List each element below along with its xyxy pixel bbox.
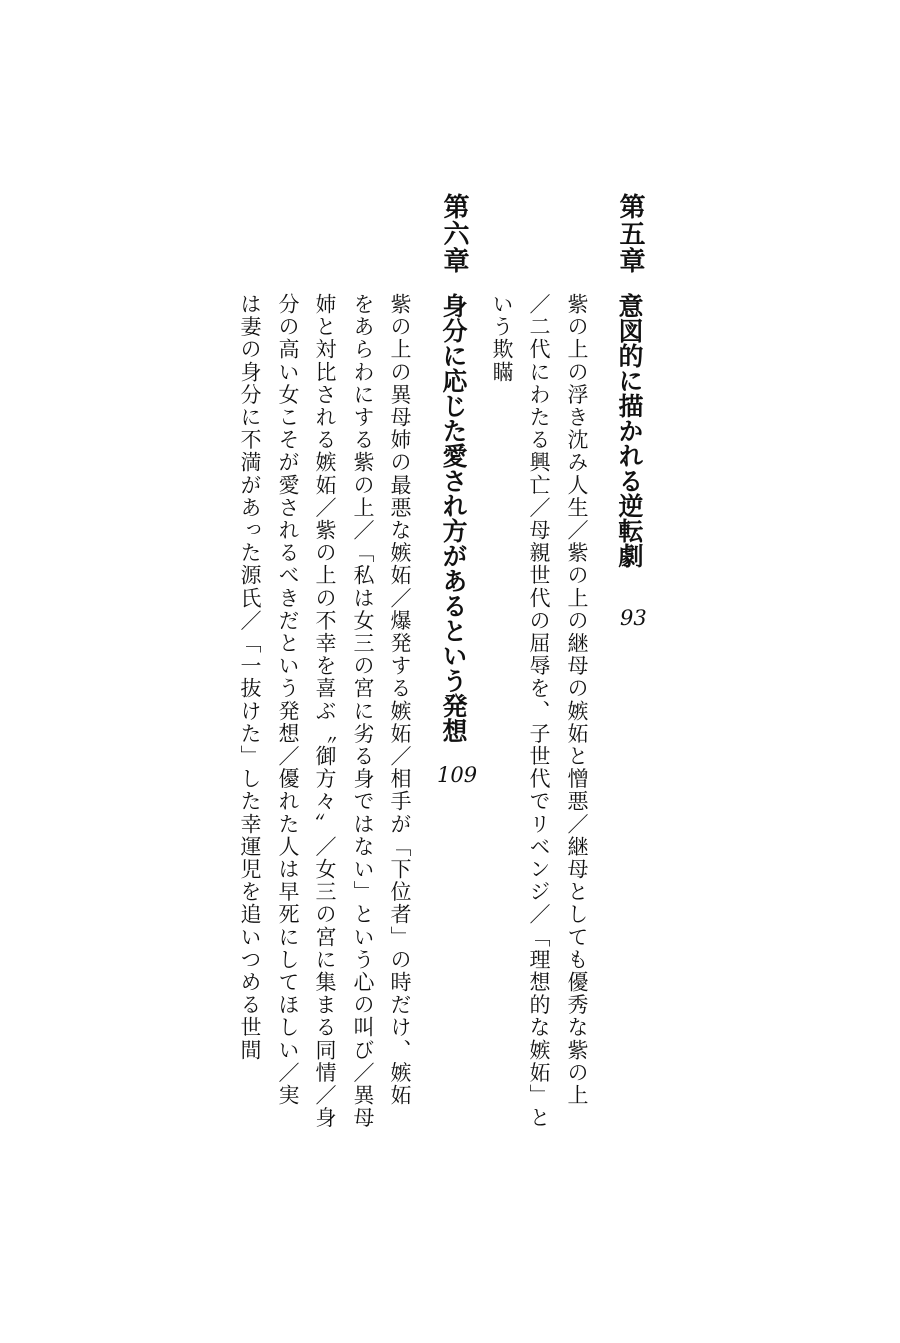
chapter-5-summary-line-1: 紫の上の浮き沈み人生／紫の上の継母の嫉妬と憎悪／継母としても優秀な紫の上: [565, 293, 589, 1107]
chapter-5-page-number: 93: [620, 606, 647, 630]
chapter-6-summary-line-5: は妻の身分に不満があった源氏／「一抜けた」した幸運児を追いつめる世間: [238, 293, 262, 1062]
chapter-6-page-number: 109: [437, 763, 478, 787]
chapter-6-summary-line-3: 姉と対比される嫉妬／紫の上の不幸を喜ぶ〝御方々〟／女三の宮に集まる同情／身: [313, 293, 337, 1130]
chapter-6-title: 身分に応じた愛され方があるという発想: [439, 293, 468, 743]
chapter-5-title: 意図的に描かれる逆転劇: [615, 293, 644, 568]
chapter-6-summary-line-2: をあらわにする紫の上／「私は女三の宮に劣る身ではない」という心の叫び／異母: [351, 293, 375, 1130]
chapter-6-summary-line-1: 紫の上の異母姉の最悪な嫉妬／爆発する嫉妬／相手が「下位者」の時だけ、嫉妬: [388, 293, 412, 1107]
chapter-6-summary-line-4: 分の高い女こそが愛されるべきだという発想／優れた人は早死にしてほしい／実: [276, 293, 300, 1107]
chapter-5-summary-line-3: いう欺瞞: [490, 293, 514, 384]
chapter-6-label: 第六章: [439, 193, 469, 274]
chapter-5-label: 第五章: [615, 193, 645, 274]
chapter-5-summary-line-2: ／二代にわたる興亡／母親世代の屈辱を、子世代でリベンジ／「理想的な嫉妬」と: [527, 293, 551, 1130]
